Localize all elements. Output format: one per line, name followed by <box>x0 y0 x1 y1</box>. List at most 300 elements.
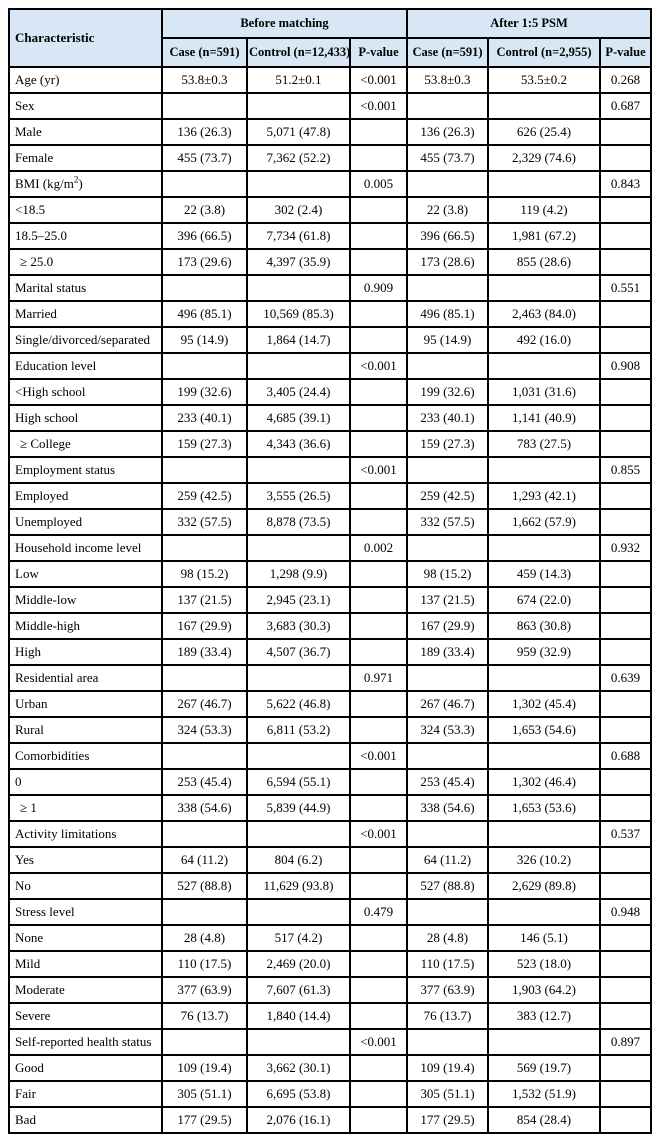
row-label: ≥ College <box>9 431 162 457</box>
row-label: Fair <box>9 1081 162 1107</box>
row-cell <box>350 717 407 743</box>
row-cell <box>247 171 350 197</box>
row-cell: 177 (29.5) <box>407 1107 488 1133</box>
row-cell: <0.001 <box>350 67 407 93</box>
row-cell <box>350 223 407 249</box>
row-label: Single/divorced/separated <box>9 327 162 353</box>
row-cell <box>350 1003 407 1029</box>
table-row <box>9 171 651 197</box>
row-cell <box>350 977 407 1003</box>
row-label: Bad <box>9 1107 162 1133</box>
row-cell: 0.479 <box>350 899 407 925</box>
row-cell: 3,555 (26.5) <box>247 483 350 509</box>
row-label: Male <box>9 119 162 145</box>
row-cell <box>350 197 407 223</box>
row-cell: 1,302 (46.4) <box>488 769 600 795</box>
table-row <box>9 119 651 145</box>
row-cell <box>600 119 651 145</box>
row-cell: 1,840 (14.4) <box>247 1003 350 1029</box>
row-cell: 137 (21.5) <box>407 587 488 613</box>
row-cell <box>350 795 407 821</box>
table-row <box>9 665 651 691</box>
row-cell: 0.688 <box>600 743 651 769</box>
table-row <box>9 717 651 743</box>
table-row <box>9 327 651 353</box>
row-cell: 159 (27.3) <box>162 431 247 457</box>
row-label: Mild <box>9 951 162 977</box>
table-row <box>9 93 651 119</box>
row-label: Employed <box>9 483 162 509</box>
row-cell <box>162 665 247 691</box>
row-cell <box>600 769 651 795</box>
table-header <box>9 9 651 67</box>
row-cell: 0.687 <box>600 93 651 119</box>
row-cell <box>600 561 651 587</box>
row-cell: 1,031 (31.6) <box>488 379 600 405</box>
row-cell: 1,141 (40.9) <box>488 405 600 431</box>
table-row <box>9 197 651 223</box>
row-cell <box>600 1107 651 1133</box>
row-cell: <0.001 <box>350 457 407 483</box>
row-cell: <0.001 <box>350 1029 407 1055</box>
row-label: Low <box>9 561 162 587</box>
row-cell: 22 (3.8) <box>162 197 247 223</box>
row-label: Age (yr) <box>9 67 162 93</box>
row-cell <box>350 561 407 587</box>
row-label: 18.5–25.0 <box>9 223 162 249</box>
row-cell: 527 (88.8) <box>407 873 488 899</box>
row-cell: 674 (22.0) <box>488 587 600 613</box>
row-cell: 1,653 (53.6) <box>488 795 600 821</box>
row-cell: 4,507 (36.7) <box>247 639 350 665</box>
row-cell: 804 (6.2) <box>247 847 350 873</box>
row-cell: 863 (30.8) <box>488 613 600 639</box>
row-label: Middle-high <box>9 613 162 639</box>
row-label: None <box>9 925 162 951</box>
row-cell <box>488 743 600 769</box>
subheader-control-before: Control (n=12,433) <box>247 38 350 67</box>
row-cell: 383 (12.7) <box>488 1003 600 1029</box>
row-label: Middle-low <box>9 587 162 613</box>
row-cell: 3,662 (30.1) <box>247 1055 350 1081</box>
row-cell <box>600 691 651 717</box>
row-cell: 53.8±0.3 <box>162 67 247 93</box>
row-cell: 459 (14.3) <box>488 561 600 587</box>
table-row <box>9 535 651 561</box>
row-cell <box>162 1029 247 1055</box>
row-cell <box>600 587 651 613</box>
row-cell: 76 (13.7) <box>407 1003 488 1029</box>
table-row <box>9 457 651 483</box>
row-cell <box>162 821 247 847</box>
row-cell: 1,903 (64.2) <box>488 977 600 1003</box>
row-cell <box>162 171 247 197</box>
row-cell <box>350 639 407 665</box>
row-cell <box>600 1081 651 1107</box>
row-cell <box>350 483 407 509</box>
row-cell: 5,071 (47.8) <box>247 119 350 145</box>
row-cell: 324 (53.3) <box>162 717 247 743</box>
row-cell: 4,343 (36.6) <box>247 431 350 457</box>
table-row <box>9 223 651 249</box>
row-label: Urban <box>9 691 162 717</box>
row-label: Married <box>9 301 162 327</box>
row-cell: 1,662 (57.9) <box>488 509 600 535</box>
row-label: 0 <box>9 769 162 795</box>
row-cell <box>350 873 407 899</box>
row-cell: 455 (73.7) <box>407 145 488 171</box>
table-row <box>9 587 651 613</box>
row-cell <box>600 431 651 457</box>
row-cell <box>350 249 407 275</box>
row-cell <box>407 457 488 483</box>
row-cell: 1,532 (51.9) <box>488 1081 600 1107</box>
row-cell: 0.897 <box>600 1029 651 1055</box>
row-cell: 338 (54.6) <box>162 795 247 821</box>
row-cell: 2,469 (20.0) <box>247 951 350 977</box>
row-cell <box>247 665 350 691</box>
row-label: Rural <box>9 717 162 743</box>
subheader-case-before: Case (n=591) <box>162 38 247 67</box>
row-cell: 6,695 (53.8) <box>247 1081 350 1107</box>
row-cell <box>350 613 407 639</box>
row-cell <box>600 613 651 639</box>
row-cell <box>488 899 600 925</box>
row-cell <box>488 171 600 197</box>
row-cell <box>600 379 651 405</box>
row-label-superscript: 2 <box>73 174 79 185</box>
row-cell: 146 (5.1) <box>488 925 600 951</box>
row-cell: 569 (19.7) <box>488 1055 600 1081</box>
row-cell: 4,397 (35.9) <box>247 249 350 275</box>
row-cell: 396 (66.5) <box>407 223 488 249</box>
row-cell <box>600 873 651 899</box>
row-label: Moderate <box>9 977 162 1003</box>
row-cell <box>600 301 651 327</box>
row-cell <box>247 353 350 379</box>
row-cell <box>600 483 651 509</box>
row-cell <box>350 1107 407 1133</box>
row-cell: <0.001 <box>350 821 407 847</box>
row-cell <box>600 1003 651 1029</box>
row-cell <box>488 821 600 847</box>
row-cell <box>600 977 651 1003</box>
row-cell: 22 (3.8) <box>407 197 488 223</box>
row-cell: 199 (32.6) <box>407 379 488 405</box>
row-cell <box>488 275 600 301</box>
header-group-row <box>9 9 651 38</box>
row-cell <box>488 457 600 483</box>
row-cell: 0.908 <box>600 353 651 379</box>
row-cell: 28 (4.8) <box>162 925 247 951</box>
row-cell: 1,293 (42.1) <box>488 483 600 509</box>
row-cell: 233 (40.1) <box>162 405 247 431</box>
row-cell: 338 (54.6) <box>407 795 488 821</box>
row-cell <box>407 93 488 119</box>
row-cell: 7,607 (61.3) <box>247 977 350 1003</box>
row-cell: 959 (32.9) <box>488 639 600 665</box>
row-cell <box>350 847 407 873</box>
subheader-case-after: Case (n=591) <box>407 38 488 67</box>
row-cell <box>350 145 407 171</box>
row-label: Employment status <box>9 457 162 483</box>
row-cell: 2,945 (23.1) <box>247 587 350 613</box>
table-row <box>9 769 651 795</box>
row-label: Good <box>9 1055 162 1081</box>
row-cell: 136 (26.3) <box>162 119 247 145</box>
row-cell <box>600 249 651 275</box>
row-cell: 253 (45.4) <box>162 769 247 795</box>
row-cell: 2,463 (84.0) <box>488 301 600 327</box>
row-cell <box>600 951 651 977</box>
row-label: Residential area <box>9 665 162 691</box>
row-cell: 2,329 (74.6) <box>488 145 600 171</box>
row-cell: 0.268 <box>600 67 651 93</box>
row-cell: 1,302 (45.4) <box>488 691 600 717</box>
table-row <box>9 899 651 925</box>
row-cell: 326 (10.2) <box>488 847 600 873</box>
table-row <box>9 145 651 171</box>
table-row <box>9 1055 651 1081</box>
table-row <box>9 1003 651 1029</box>
table-row <box>9 925 651 951</box>
row-cell: 6,811 (53.2) <box>247 717 350 743</box>
row-cell: 523 (18.0) <box>488 951 600 977</box>
row-cell <box>407 275 488 301</box>
row-cell <box>162 275 247 301</box>
row-label: Sex <box>9 93 162 119</box>
table-row <box>9 249 651 275</box>
row-cell: 1,981 (67.2) <box>488 223 600 249</box>
row-cell <box>488 93 600 119</box>
table-row <box>9 847 651 873</box>
row-label: Stress level <box>9 899 162 925</box>
table-row <box>9 691 651 717</box>
row-cell: 253 (45.4) <box>407 769 488 795</box>
row-cell <box>162 93 247 119</box>
row-label: <High school <box>9 379 162 405</box>
row-cell: 0.005 <box>350 171 407 197</box>
header-before-matching: Before matching <box>162 9 407 38</box>
row-label-text: ) <box>78 175 83 191</box>
row-cell <box>350 379 407 405</box>
row-label: No <box>9 873 162 899</box>
row-cell: 98 (15.2) <box>407 561 488 587</box>
row-cell <box>488 1029 600 1055</box>
row-cell <box>247 457 350 483</box>
row-cell: 10,569 (85.3) <box>247 301 350 327</box>
row-cell: 95 (14.9) <box>162 327 247 353</box>
row-label: <18.5 <box>9 197 162 223</box>
row-cell: 199 (32.6) <box>162 379 247 405</box>
table-row <box>9 561 651 587</box>
row-cell <box>162 899 247 925</box>
row-cell <box>350 769 407 795</box>
row-cell <box>488 535 600 561</box>
row-cell: <0.001 <box>350 743 407 769</box>
row-cell: 267 (46.7) <box>407 691 488 717</box>
row-cell <box>350 691 407 717</box>
table-row <box>9 1081 651 1107</box>
row-cell <box>600 847 651 873</box>
row-cell <box>162 743 247 769</box>
row-label: Household income level <box>9 535 162 561</box>
row-cell <box>247 899 350 925</box>
row-cell <box>162 457 247 483</box>
row-cell <box>247 275 350 301</box>
row-cell: 783 (27.5) <box>488 431 600 457</box>
row-cell: 1,653 (54.6) <box>488 717 600 743</box>
row-label: ≥ 25.0 <box>9 249 162 275</box>
row-cell: 109 (19.4) <box>162 1055 247 1081</box>
row-cell: 0.551 <box>600 275 651 301</box>
table-row <box>9 509 651 535</box>
row-cell: 1,864 (14.7) <box>247 327 350 353</box>
row-cell: 167 (29.9) <box>162 613 247 639</box>
row-cell <box>600 925 651 951</box>
row-label: Unemployed <box>9 509 162 535</box>
row-label: Yes <box>9 847 162 873</box>
row-cell <box>407 535 488 561</box>
row-cell: 1,298 (9.9) <box>247 561 350 587</box>
row-cell <box>488 353 600 379</box>
row-cell: 119 (4.2) <box>488 197 600 223</box>
row-cell: 51.2±0.1 <box>247 67 350 93</box>
table-row <box>9 743 651 769</box>
row-cell <box>350 951 407 977</box>
row-cell: 7,734 (61.8) <box>247 223 350 249</box>
row-cell: 324 (53.3) <box>407 717 488 743</box>
row-cell <box>488 665 600 691</box>
row-cell: 305 (51.1) <box>407 1081 488 1107</box>
row-label: Comorbidities <box>9 743 162 769</box>
row-cell: 0.843 <box>600 171 651 197</box>
row-cell <box>247 1029 350 1055</box>
row-cell: 455 (73.7) <box>162 145 247 171</box>
row-cell: 0.639 <box>600 665 651 691</box>
table-row <box>9 405 651 431</box>
row-cell: 0.971 <box>350 665 407 691</box>
baseline-characteristics-table <box>8 8 652 1134</box>
row-cell <box>600 223 651 249</box>
row-cell <box>162 535 247 561</box>
row-cell: 626 (25.4) <box>488 119 600 145</box>
row-cell: 259 (42.5) <box>162 483 247 509</box>
row-label-text: BMI (kg/m <box>15 175 74 191</box>
row-cell: 64 (11.2) <box>407 847 488 873</box>
row-cell: 8,878 (73.5) <box>247 509 350 535</box>
row-cell: 2,076 (16.1) <box>247 1107 350 1133</box>
header-after-psm: After 1:5 PSM <box>407 9 651 38</box>
row-cell <box>350 509 407 535</box>
row-cell <box>350 119 407 145</box>
row-cell <box>600 717 651 743</box>
row-cell: 4,685 (39.1) <box>247 405 350 431</box>
row-cell: <0.001 <box>350 93 407 119</box>
row-cell: 0.537 <box>600 821 651 847</box>
row-label: Female <box>9 145 162 171</box>
row-cell: 377 (63.9) <box>407 977 488 1003</box>
row-cell: 95 (14.9) <box>407 327 488 353</box>
row-cell: 0.002 <box>350 535 407 561</box>
row-label: Self-reported health status <box>9 1029 162 1055</box>
row-cell: 492 (16.0) <box>488 327 600 353</box>
table-row <box>9 1107 651 1133</box>
table-row <box>9 67 651 93</box>
row-cell <box>600 327 651 353</box>
row-cell <box>407 821 488 847</box>
row-cell <box>247 743 350 769</box>
row-label <box>9 171 162 197</box>
row-cell: 517 (4.2) <box>247 925 350 951</box>
row-cell: 854 (28.4) <box>488 1107 600 1133</box>
row-cell: 332 (57.5) <box>162 509 247 535</box>
row-label: High <box>9 639 162 665</box>
row-cell: 2,629 (89.8) <box>488 873 600 899</box>
row-cell: 177 (29.5) <box>162 1107 247 1133</box>
row-cell: 259 (42.5) <box>407 483 488 509</box>
row-cell: 3,405 (24.4) <box>247 379 350 405</box>
subheader-pvalue-before: P-value <box>350 38 407 67</box>
table-row <box>9 613 651 639</box>
row-cell: 53.5±0.2 <box>488 67 600 93</box>
row-cell <box>350 327 407 353</box>
row-cell <box>247 93 350 119</box>
row-cell: 159 (27.3) <box>407 431 488 457</box>
row-cell: 0.855 <box>600 457 651 483</box>
header-characteristic: Characteristic <box>9 9 162 67</box>
row-cell: 527 (88.8) <box>162 873 247 899</box>
row-cell: 189 (33.4) <box>407 639 488 665</box>
row-cell: 855 (28.6) <box>488 249 600 275</box>
row-cell: <0.001 <box>350 353 407 379</box>
row-cell <box>407 899 488 925</box>
row-cell: 7,362 (52.2) <box>247 145 350 171</box>
row-cell: 0.909 <box>350 275 407 301</box>
table-row <box>9 977 651 1003</box>
row-cell: 332 (57.5) <box>407 509 488 535</box>
row-cell: 0.948 <box>600 899 651 925</box>
table-row <box>9 951 651 977</box>
row-cell <box>407 171 488 197</box>
row-cell: 76 (13.7) <box>162 1003 247 1029</box>
table-row <box>9 1029 651 1055</box>
row-cell <box>407 353 488 379</box>
row-cell: 377 (63.9) <box>162 977 247 1003</box>
row-cell: 233 (40.1) <box>407 405 488 431</box>
row-cell <box>350 1081 407 1107</box>
row-cell <box>350 301 407 327</box>
row-cell <box>350 1055 407 1081</box>
row-cell: 5,839 (44.9) <box>247 795 350 821</box>
row-cell <box>600 509 651 535</box>
row-cell: 6,594 (55.1) <box>247 769 350 795</box>
row-cell: 173 (28.6) <box>407 249 488 275</box>
table-row <box>9 821 651 847</box>
table-body <box>9 67 651 1133</box>
row-cell: 136 (26.3) <box>407 119 488 145</box>
table-row <box>9 301 651 327</box>
table-row <box>9 483 651 509</box>
row-cell: 98 (15.2) <box>162 561 247 587</box>
row-cell <box>350 587 407 613</box>
row-cell: 0.932 <box>600 535 651 561</box>
row-cell <box>600 1055 651 1081</box>
table-row <box>9 795 651 821</box>
table-row <box>9 873 651 899</box>
row-cell: 110 (17.5) <box>162 951 247 977</box>
table-row <box>9 353 651 379</box>
